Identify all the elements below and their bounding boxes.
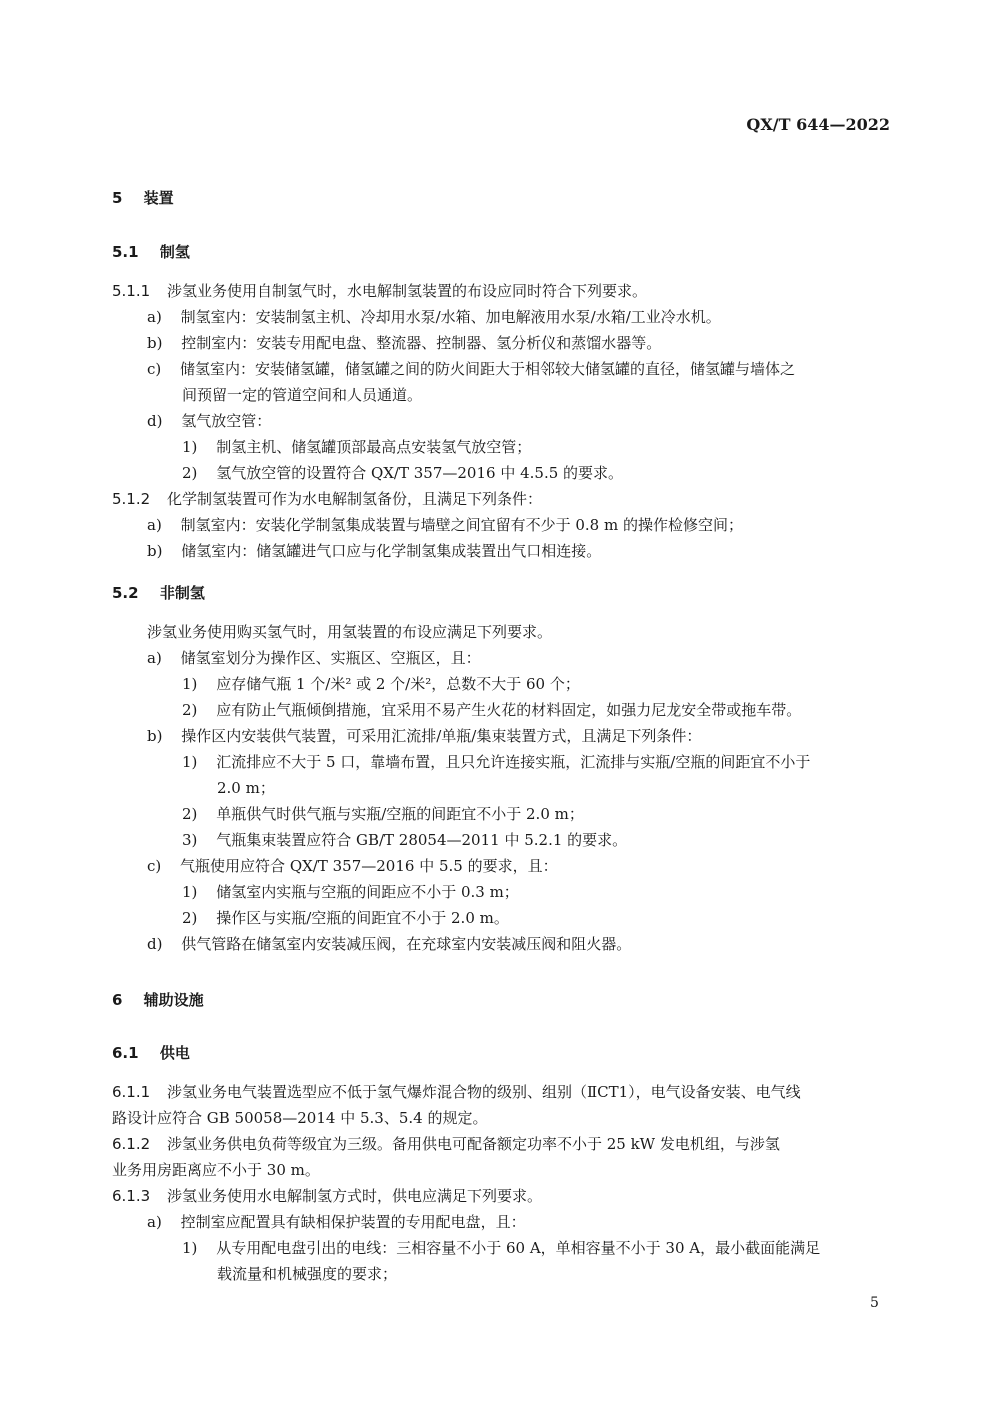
list-text: 应有防止气瓶倾倒措施，宜采用不易产生火花的材料固定，如强力尼龙安全带或拖车带。 [216, 701, 802, 719]
list-marker: 1) [182, 753, 198, 771]
sub-list-item [182, 437, 531, 457]
list-marker: 2) [182, 909, 198, 927]
list-marker: b) [147, 727, 163, 745]
list-item [147, 1212, 526, 1232]
clause-text: 涉氢业务供电负荷等级宜为三级。备用供电可配备额定功率不小于 25 kW 发电机组，与涉氢 [166, 1135, 780, 1153]
list-marker: c) [147, 857, 162, 875]
clause-text: 化学制氢装置可作为水电解制氢备份，且满足下列条件： [166, 490, 542, 508]
list-text: 气瓶集束装置应符合 GB/T 28054—2011 中 5.2.1 的要求。 [216, 831, 628, 849]
list-text: 控制室应配置具有缺相保护装置的专用配电盘，且： [180, 1213, 526, 1231]
list-marker: a) [147, 308, 162, 326]
list-text: 制氢室内：安装制氢主机、冷却用水泵/水箱、加电解液用水泵/水箱/工业冷水机。 [180, 308, 721, 326]
list-text: 储氢室划分为操作区、实瓶区、空瓶区，且： [180, 649, 481, 667]
clause-text: 涉氢业务使用自制氢气时，水电解制氢装置的布设应同时符合下列要求。 [166, 282, 647, 300]
section-number: 6 [112, 991, 123, 1009]
list-marker: 1) [182, 883, 198, 901]
list-marker: 2) [182, 701, 198, 719]
list-text-continuation: 2.0 m； [217, 779, 275, 797]
list-marker: 1) [182, 438, 198, 456]
list-text: 从专用配电盘引出的电线：三相容量不小于 60 A，单相容量不小于 30 A，最小截面能满足 [216, 1239, 821, 1257]
list-item [147, 541, 601, 561]
list-text: 氢气放空管的设置符合 QX/T 357—2016 中 4.5.5 的要求。 [216, 464, 624, 482]
sub-list-item [182, 752, 810, 772]
list-marker: c) [147, 360, 162, 378]
list-item [147, 411, 271, 431]
sub-list-item [182, 674, 580, 694]
list-text: 控制室内：安装专用配电盘、整流器、控制器、氢分析仪和蒸馏水器等。 [181, 334, 662, 352]
list-item [147, 359, 795, 379]
section-heading-5-1 [112, 242, 190, 262]
list-text: 供气管路在储氢室内安装减压阀，在充球室内安装减压阀和阻火器。 [181, 935, 632, 953]
sub-list-item [182, 830, 627, 850]
sub-list-item [182, 804, 584, 824]
section-title: 供电 [159, 1044, 190, 1062]
section-heading-5 [112, 188, 174, 208]
list-text: 应存储气瓶 1 个/米² 或 2 个/米²，总数不大于 60 个； [216, 675, 580, 693]
list-item [147, 648, 481, 668]
section-title: 装置 [143, 189, 174, 207]
list-text: 汇流排应不大于 5 口，靠墙布置，且只允许连接实瓶，汇流排与实瓶/空瓶的间距宜不小于 [216, 753, 811, 771]
section-number: 5.2 [112, 584, 139, 602]
clause-number: 5.1.1 [112, 282, 151, 300]
list-marker: b) [147, 334, 163, 352]
section-heading-6 [112, 990, 204, 1010]
section-heading-6-1 [112, 1043, 190, 1063]
list-marker: 1) [182, 675, 198, 693]
clause-number: 6.1.3 [112, 1187, 151, 1205]
list-text: 操作区与实瓶/空瓶的间距宜不小于 2.0 m。 [216, 909, 509, 927]
list-marker: 2) [182, 805, 198, 823]
sub-list-item [182, 882, 519, 902]
list-text-continuation: 载流量和机械强度的要求； [217, 1265, 398, 1283]
page-number: 5 [870, 1295, 879, 1311]
list-marker: 1) [182, 1239, 198, 1257]
list-text: 气瓶使用应符合 QX/T 357—2016 中 5.5 的要求，且： [180, 857, 558, 875]
clause-text: 涉氢业务电气装置选型应不低于氢气爆炸混合物的级别、组别（ⅡCT1），电气设备安装、电气线 [166, 1083, 801, 1101]
section-heading-5-2 [112, 583, 205, 603]
section-number: 5 [112, 189, 123, 207]
list-marker: 2) [182, 464, 198, 482]
document-number: QX/T 644—2022 [746, 115, 890, 134]
section-title: 辅助设施 [143, 991, 204, 1009]
list-marker: d) [147, 412, 163, 430]
clause-5-1-1 [112, 281, 647, 301]
clause-text-continuation: 业务用房距离应不小于 30 m。 [112, 1161, 320, 1179]
list-marker: a) [147, 516, 162, 534]
list-marker: a) [147, 1213, 162, 1231]
section-number: 5.1 [112, 243, 139, 261]
sub-list-item [182, 700, 801, 720]
section-title: 制氢 [159, 243, 190, 261]
list-item [147, 333, 661, 353]
list-item [147, 856, 558, 876]
list-item [147, 726, 701, 746]
clause-number: 6.1.2 [112, 1135, 151, 1153]
list-text: 储氢室内实瓶与空瓶的间距应不小于 0.3 m； [216, 883, 519, 901]
list-text: 氢气放空管： [181, 412, 272, 430]
list-text: 操作区内安装供气装置，可采用汇流排/单瓶/集束装置方式，且满足下列条件： [181, 727, 702, 745]
sub-list-item [182, 908, 509, 928]
clause-5-1-2 [112, 489, 542, 509]
sub-list-item [182, 463, 623, 483]
clause-text: 涉氢业务使用水电解制氢方式时，供电应满足下列要求。 [166, 1187, 542, 1205]
section-number: 6.1 [112, 1044, 139, 1062]
list-marker: d) [147, 935, 163, 953]
list-marker: 3) [182, 831, 198, 849]
list-text: 储氢室内：安装储氢罐，储氢罐之间的防火间距大于相邻较大储氢罐的直径，储氢罐与墙体之 [180, 360, 796, 378]
list-text: 制氢主机、储氢罐顶部最高点安装氢气放空管； [216, 438, 532, 456]
clause-6-1-3 [112, 1186, 542, 1206]
list-text-continuation: 间预留一定的管道空间和人员通道。 [182, 386, 423, 404]
clause-text-continuation: 路设计应符合 GB 50058—2014 中 5.3、5.4 的规定。 [112, 1109, 488, 1127]
list-marker: b) [147, 542, 163, 560]
list-text: 储氢室内：储氢罐进气口应与化学制氢集成装置出气口相连接。 [181, 542, 602, 560]
clause-number: 6.1.1 [112, 1083, 151, 1101]
clause-number: 5.1.2 [112, 490, 151, 508]
list-text: 单瓶供气时供气瓶与实瓶/空瓶的间距宜不小于 2.0 m； [216, 805, 584, 823]
list-item [147, 934, 631, 954]
list-item [147, 307, 721, 327]
list-text: 制氢室内：安装化学制氢集成装置与墙壁之间宜留有不少于 0.8 m 的操作检修空间； [180, 516, 743, 534]
sub-list-item [182, 1238, 820, 1258]
clause-6-1-2 [112, 1134, 780, 1154]
clause-6-1-1 [112, 1082, 801, 1102]
list-item [147, 515, 743, 535]
paragraph: 涉氢业务使用购买氢气时，用氢装置的布设应满足下列要求。 [147, 623, 553, 641]
section-title: 非制氢 [159, 584, 205, 602]
list-marker: a) [147, 649, 162, 667]
